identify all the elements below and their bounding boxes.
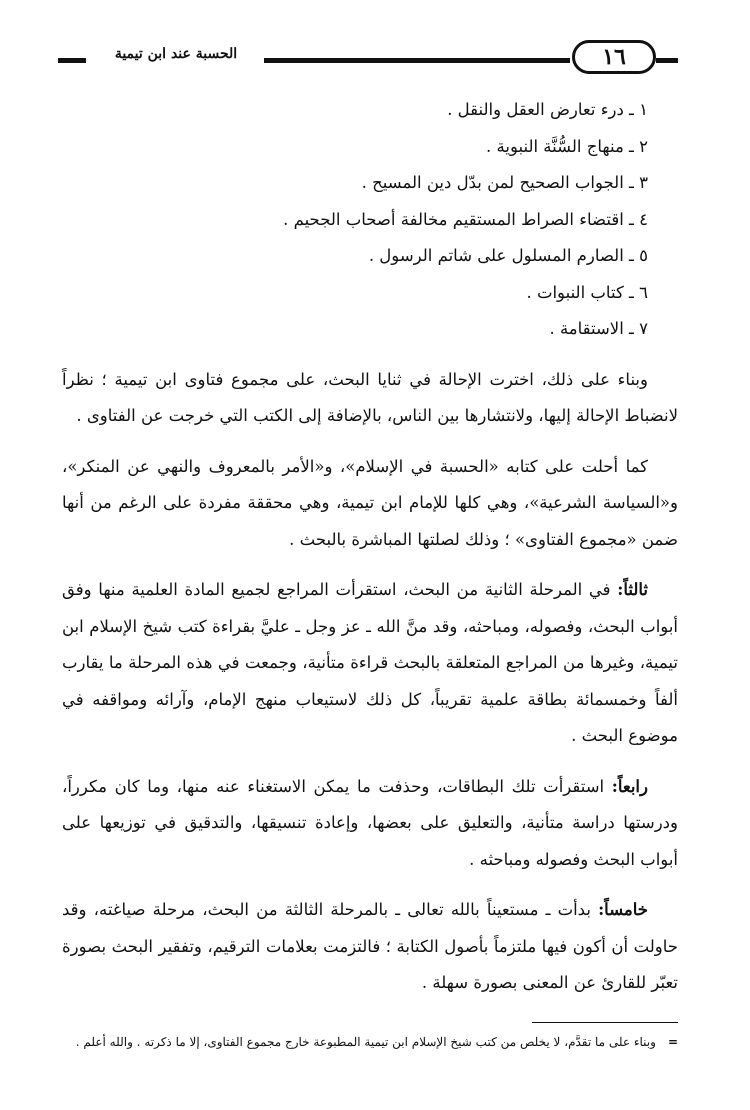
footnote [66, 1030, 678, 1054]
page-number: ١٦ [572, 40, 656, 74]
list-item: ٣ ـ الجواب الصحيح لمن بدّل دين المسيح . [361, 173, 648, 192]
list-item: ٥ ـ الصارم المسلول على شاتم الرسول . [368, 246, 648, 265]
footnote-text: وبناء على ما تقدَّم، لا يخلص من كتب شيخ الإسلام ابن تيمية المطبوعة خارج مجموع الفتاوى، إلا ما ذكرته . والله أعلم . [75, 1035, 656, 1049]
header-rule-left [58, 58, 86, 63]
running-title: الحسبة عند ابن تيمية [114, 46, 238, 62]
main-text [62, 92, 678, 1002]
paragraph-lead: خامساً: [598, 900, 648, 919]
list-item: ١ ـ درء تعارض العقل والنقل . [447, 100, 648, 119]
page-header [58, 38, 678, 82]
paragraph [62, 449, 678, 559]
paragraph [62, 769, 678, 879]
list-item: ٦ ـ كتاب النبوات . [526, 282, 648, 302]
book-list [62, 92, 678, 348]
paragraph-lead: رابعاً: [611, 776, 648, 796]
list-item: ٧ ـ الاستقامة . [549, 319, 648, 338]
paragraph-text: بدأت ـ مستعيناً بالله تعالى ـ بالمرحلة الثالثة من البحث، مرحلة صياغته، وقد حاولت أن أكون فيها ملتزماً بأصول الكتابة ؛ فالتزمت بعلامات الترقيم، وتفقير البحث بصورة تعبّر للقارئ عن المعنى بصورة سهلة . [62, 900, 678, 992]
list-item: ٤ ـ اقتضاء الصراط المستقيم مخالفة أصحاب الجحيم . [283, 209, 648, 229]
paragraph [62, 362, 678, 435]
footnote-mark: = [667, 1035, 678, 1049]
paragraph [62, 892, 678, 1002]
paragraph-lead: ثالثاً: [617, 580, 648, 599]
paragraph-text: في المرحلة الثانية من البحث، استقرأت المراجع لجميع المادة العلمية منها وفق أبواب البحث، وفصوله، ومباحثه، وقد منَّ الله ـ عز وجل ـ عليَّ بقراءة كتب شيخ الإسلام ابن تيمية، وغيرها من المراجع المتعلقة بالبحث قراءة متأنية، وجمعت في هذه المرحلة ما يقارب ألفاً وخمسمائة بطاقة علمية تقريباً، كل ذلك لاستيعاب منهج الإمام، وآرائه ومواقفه في موضوع البحث . [62, 580, 678, 745]
paragraph-text: وبناء على ذلك، اخترت الإحالة في ثنايا البحث، على مجموع فتاوى ابن تيمية ؛ نظراً لانضباط الإحالة إليها، ولانتشارها بين الناس، بالإضافة إلى الكتب التي خرجت عن الفتاوى . [62, 369, 678, 425]
header-rule-right [656, 58, 678, 63]
list-item: ٢ ـ منهاج السُّنَّة النبوية . [486, 136, 648, 156]
paragraph-text: كما أحلت على كتابه «الحسبة في الإسلام»، و«الأمر بالمعروف والنهي عن المنكر»، و«السياسة الشرعية»، وهي كلها للإمام ابن تيمية، وهي محققة مفردة على الرغم من أنها ضمن «مجموع الفتاوى» ؛ وذلك لصلتها المباشرة بالبحث . [62, 456, 678, 549]
header-rule [264, 58, 570, 63]
footnote-separator [532, 1022, 678, 1023]
paragraph-text: استقرأت تلك البطاقات، وحذفت ما يمكن الاستغناء عنه منها، وما كان مكرراً، ودرستها دراسة متأنية، والتعليق على بعضها، وإعادة تنسيقها، والتدقيق في توزيعها على أبواب البحث وفصوله ومباحثه . [62, 776, 678, 869]
paragraph [62, 572, 678, 755]
